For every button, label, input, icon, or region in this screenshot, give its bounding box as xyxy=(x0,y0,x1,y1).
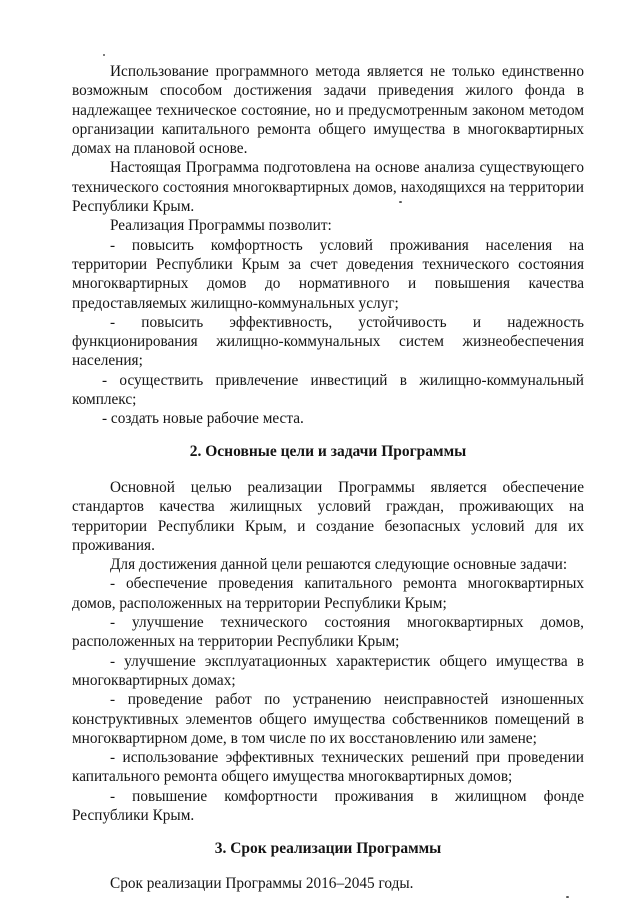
benefit-item-3: - осуществить привлечение инвестиций в жилищно-коммунальный комплекс; xyxy=(72,371,584,409)
task-item-2: - улучшение технического состояния многоквартирных домов, расположенных на территории Республики Крым; xyxy=(72,614,584,651)
intro-paragraph-1: Использование программного метода является не только единственно возможным способом достижения задачи приведения жилого фонда в надлежащее техническое состояние, но и предусмотренным законом методом организации капитального ремонта общего имущества в многоквартирных домах на плановой основе. xyxy=(72,63,584,158)
section-3-paragraph: Срок реализации Программы 2016–2045 годы. xyxy=(110,874,414,892)
section-2-heading: 2. Основные цели и задачи Программы xyxy=(189,442,467,460)
task-item-6: - повышение комфортности проживания в жилищном фонде Республики Крым. xyxy=(72,787,584,824)
intro-paragraph-3: Реализация Программы позволит: xyxy=(110,217,332,235)
document-page xyxy=(72,62,584,893)
section-2-paragraph-1: Основной целью реализации Программы является обеспечение стандартов качества жилищных условий граждан, проживающих на территории Республики Крым, и создание безопасных условий для их проживания. xyxy=(72,478,584,554)
section-3-heading: 3. Срок реализации Программы xyxy=(214,840,442,858)
benefit-item-4: - создать новые рабочие места. xyxy=(102,410,304,428)
intro-paragraph-2: Настоящая Программа подготовлена на основе анализа существующего технического состояния многоквартирных домов, находящихся на территории Республики Крым. xyxy=(72,159,584,216)
task-item-3: - улучшение эксплуатационных характеристик общего имущества в многоквартирных домах; xyxy=(72,652,584,689)
scan-speck xyxy=(566,896,569,898)
scan-speck xyxy=(103,54,105,56)
task-item-4: - проведение работ по устранению неисправностей изношенных конструктивных элементов общего имущества собственников помещений в многоквартирном доме, в том числе по их восстановлению или замене; xyxy=(72,691,584,747)
section-2-paragraph-2: Для достижения данной цели решаются следующие основные задачи: xyxy=(110,556,568,574)
scan-speck xyxy=(399,201,402,203)
task-item-5: - использование эффективных технических решений при проведении капитального ремонта общего имущества многоквартирных домов; xyxy=(72,749,584,786)
benefit-item-1: - повысить комфортность условий проживания населения на территории Республики Крым за счет доведения технического состояния многоквартирных домов до нормативного и повышения качества предоставляемых жилищно-коммунальных услуг; xyxy=(72,236,584,312)
task-item-1: - обеспечение проведения капитального ремонта многоквартирных домов, расположенных на территории Республики Крым; xyxy=(72,575,584,612)
benefit-item-2: - повысить эффективность, устойчивость и надежность функционирования жилищно-коммунальных систем жизнеобеспечения населения; xyxy=(72,313,584,370)
